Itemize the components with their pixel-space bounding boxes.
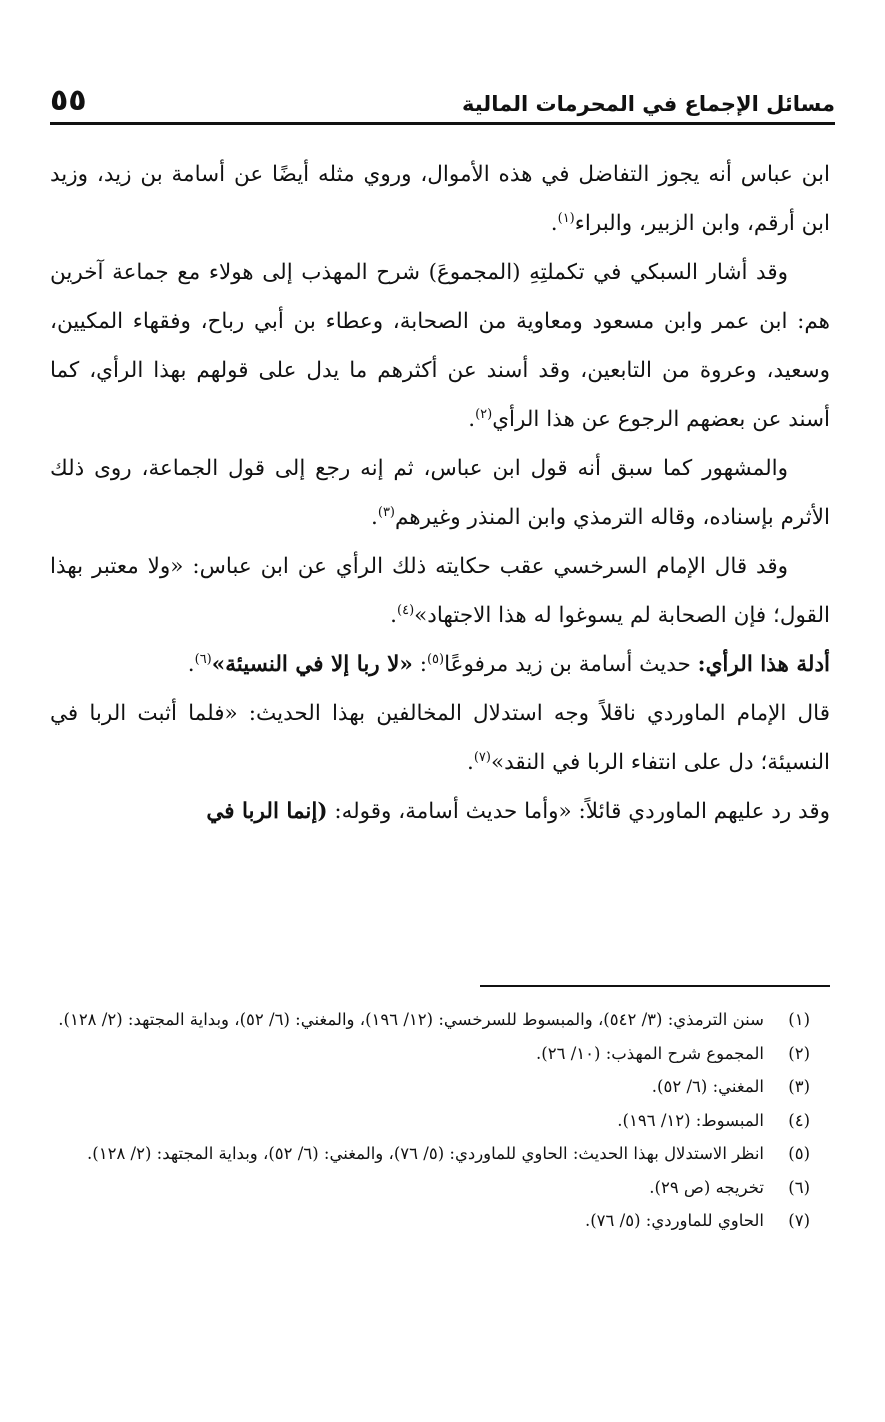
paragraph-text: قال الإمام الماوردي ناقلاً وجه استدلال المخالفين بهذا الحديث: «فلما أثبت الربا في النسيئة؛ دل على انتفاء الربا في النقد» [50,701,830,775]
footnote-ref[interactable]: (٥) [426,651,445,667]
paragraph-text: وقد أشار السبكي في تكملتِهِ (المجموعَ) شرح المهذب إلى هولاء مع جماعة آخرين هم: ابن عمر وابن مسعود ومعاوية من الصحابة، وعطاء بن أبي رباح، وفقهاء المكيين، وسعيد، وعروة من التابعين، وقد أسند عن أكثرهم ما يدل على قولهم بهذا الرأي، كما أسند عن بعضهم الرجوع عن هذا الرأي [50,260,830,432]
evidence-heading: أدلة هذا الرأي: [697,652,830,677]
running-title: مسائل الإجماع في المحرمات المالية [462,92,835,116]
page-header [50,72,835,122]
footnote-item [30,1137,810,1171]
hadith-quote: (إنما الربا في [206,799,328,824]
paragraph-text: : [412,652,427,677]
paragraph-1: ابن عباس أنه يجوز التفاضل في هذه الأموال، وروي مثله أيضًا عن أسامة بن زيد، وزيد ابن أرقم، وابن الزبير، والبراء$^{(١)}$. [50,162,830,236]
footnote-item [30,1070,810,1104]
footnote-ref[interactable]: (٤) [397,602,415,618]
footnote-text: الحاوي للماوردي: (٥/ ٧٦). [584,1211,764,1230]
paragraph-7 [50,787,830,836]
paragraph-text: حديث أسامة بن زيد مرفوعًا [444,652,698,677]
page-number: ٥٥ [50,83,87,118]
paragraph-5: أدلة هذا الرأي: حديث أسامة بن زيد مرفوعًا$^{(٥)}$: «لا ربا إلا في النسيئة»$^{(٦)}$. [187,651,830,677]
footnote-mark: (٤) [788,1110,810,1130]
footnote-ref[interactable]: (٣) [377,504,395,520]
footnote-text: المجموع شرح المهذب: (١٠/ ٢٦). [536,1043,764,1063]
paragraph-text: والمشهور كما سبق أنه قول ابن عباس، ثم إنه رجع إلى قول الجماعة، روى ذلك الأثرم بإسناده، وقاله الترمذي وابن المنذر وغيرهم [50,456,830,530]
footnote-ref[interactable]: (٦) [194,651,212,667]
footnote-separator [480,985,830,987]
footnote-item [30,1037,810,1071]
footnote-text: انظر الاستدلال بهذا الحديث: الحاوي للماوردي: (٥/ ٧٦)، والمغني: (٦/ ٥٢)، وبداية المجتهد: (٢/ ١٢٨). [87,1144,764,1163]
footnote-ref[interactable]: (٧) [473,749,491,765]
footnote-mark: (٧) [788,1211,810,1230]
footnote-text: سنن الترمذي: (٣/ ٥٤٢)، والمبسوط للسرخسي: (١٢/ ١٩٦)، والمغني: (٦/ ٥٢)، وبداية المجتهد: (٢/ ١٢٨). [58,1010,764,1029]
header-rule [50,122,835,125]
paragraph-3: والمشهور كما سبق أنه قول ابن عباس، ثم إنه رجع إلى قول الجماعة، روى ذلك الأثرم بإسناده، وقاله الترمذي وابن المنذر وغيرهم$^{(٣)}$. [50,456,830,530]
footnote-ref[interactable]: (١) [557,210,575,226]
hadith-quote: «لا ربا إلا في النسيئة» [211,652,413,677]
footnote-item [30,1104,810,1138]
footnote-text: تخريجه (ص ٢٩). [649,1177,764,1197]
paragraph-text: وقد قال الإمام السرخسي عقب حكايته ذلك الرأي عن ابن عباس: «ولا معتبر بهذا القول؛ فإن الصحابة لم يسوغوا له هذا الاجتهاد» [50,554,830,628]
footnote-text: المبسوط: (١٢/ ١٩٦). [617,1110,764,1130]
footnote-item [30,1003,810,1037]
footnote-mark: (٥) [788,1144,810,1163]
footnote-mark: (٦) [788,1177,810,1197]
footnote-mark: (١) [788,1010,810,1029]
footnote-mark: (٣) [788,1077,810,1096]
paragraph-6: قال الإمام الماوردي ناقلاً وجه استدلال المخالفين بهذا الحديث: «فلما أثبت الربا في النسيئة؛ دل على انتفاء الربا في النقد»$^{(٧)}$. [50,701,830,775]
footnote-text: المغني: (٦/ ٥٢). [651,1077,764,1096]
paragraph-4: وقد قال الإمام السرخسي عقب حكايته ذلك الرأي عن ابن عباس: «ولا معتبر بهذا القول؛ فإن الصحابة لم يسوغوا له هذا الاجتهاد»$^{(٤)}$. [50,554,830,628]
main-text [50,150,830,836]
paragraph-text: ابن عباس أنه يجوز التفاضل في هذه الأموال، وروي مثله أيضًا عن أسامة بن زيد، وزيد ابن أرقم، وابن الزبير، والبراء [50,162,830,236]
footnotes-list [30,1003,810,1238]
paragraph-text: وقد رد عليهم الماوردي قائلاً: «وأما حديث أسامة، وقوله: [327,799,830,824]
footnote-mark: (٢) [788,1043,810,1063]
footnote-item [30,1204,810,1238]
footnote-ref[interactable]: (٢) [475,406,493,422]
footnote-item [30,1171,810,1205]
paragraph-2: وقد أشار السبكي في تكملتِهِ (المجموعَ) شرح المهذب إلى هولاء مع جماعة آخرين هم: ابن عمر وابن مسعود ومعاوية من الصحابة، وعطاء بن أبي رباح، وفقهاء المكيين، وسعيد، وعروة من التابعين، وقد أسند عن أكثرهم ما يدل على قولهم بهذا الرأي، كما أسند عن بعضهم الرجوع عن هذا الرأي$^{(٢)}$. [50,260,830,432]
